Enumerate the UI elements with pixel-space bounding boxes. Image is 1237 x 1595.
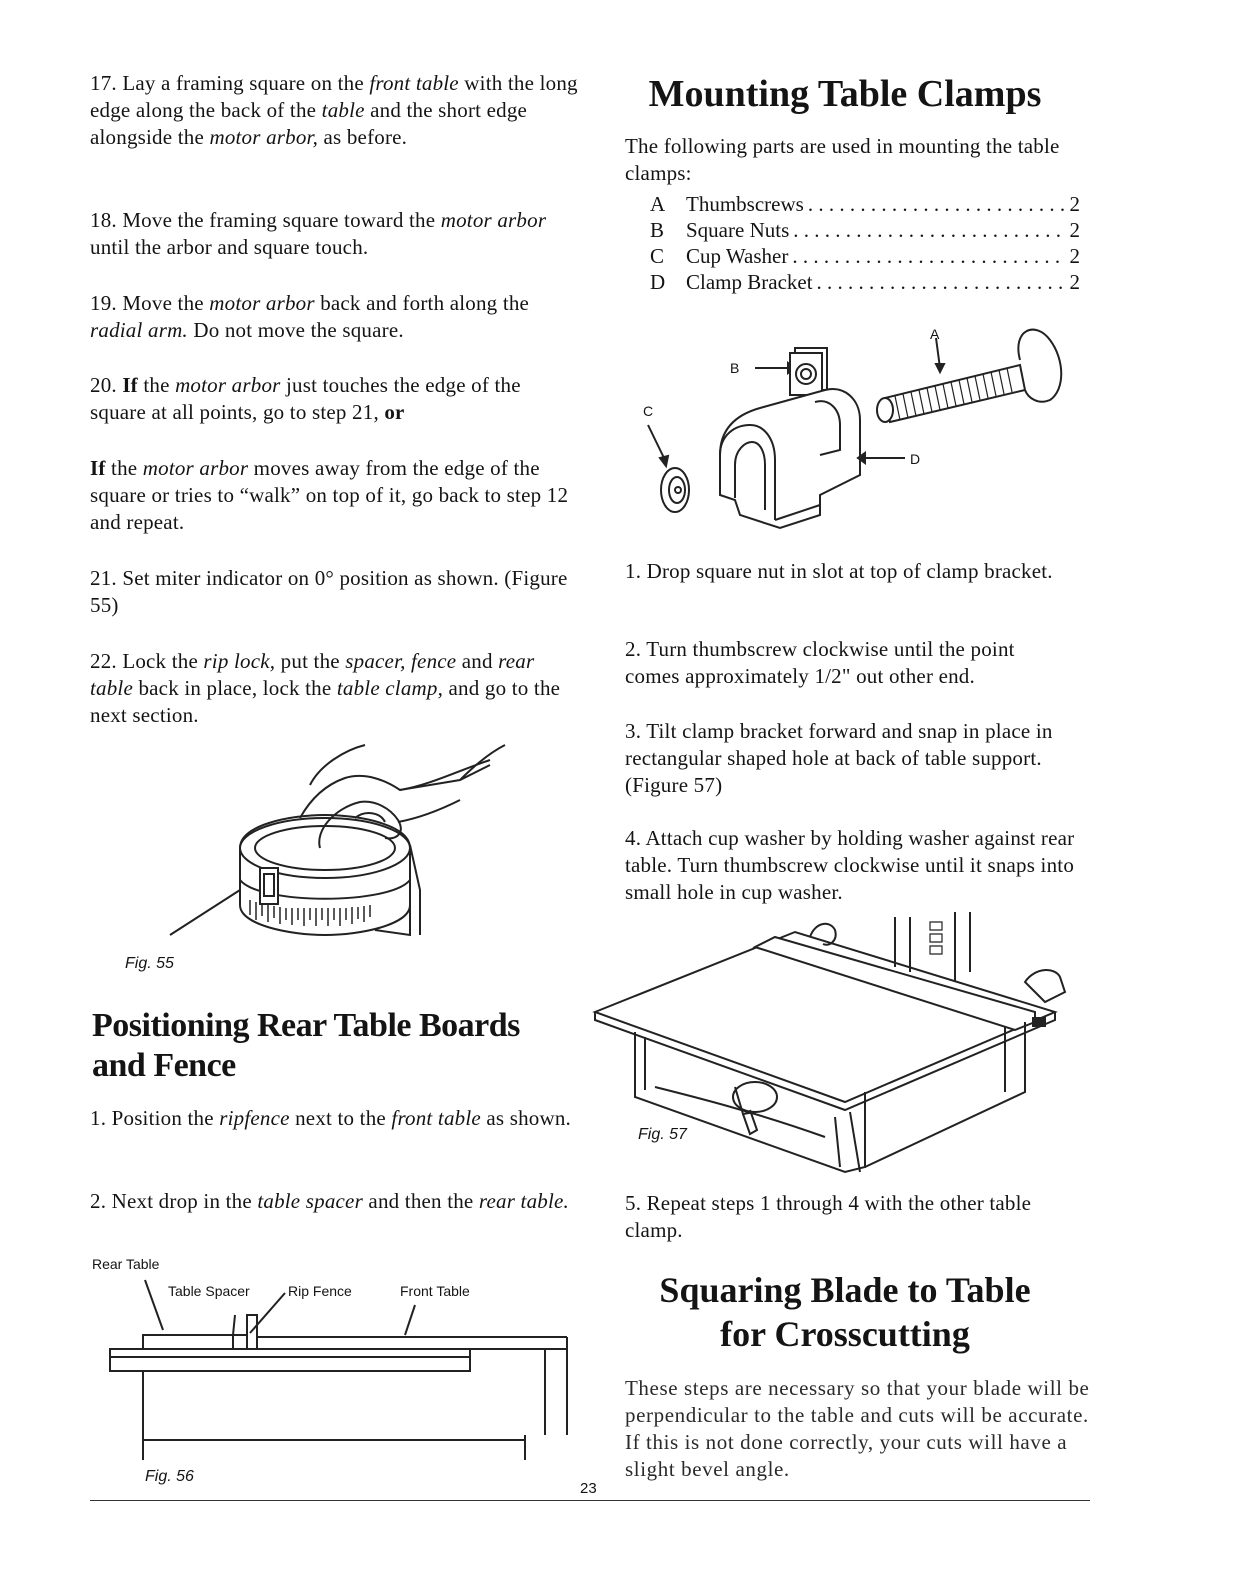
step-17: 17. Lay a framing square on the front table with the long edge along the back of the table and the short edge alongside the motor arbor, as before. [90, 71, 578, 149]
footer-rule [90, 1500, 1090, 1501]
section-title-positioning-rear-table: Positioning Rear Table Boards and Fence [92, 1007, 520, 1084]
squaring-blade-intro: These steps are necessary so that your blade will be perpendicular to the table and cuts will be accurate. If this is not done correctly, your cuts will have a slight bevel angle. [625, 1376, 1090, 1481]
clamp-step-2: 2. Turn thumbscrew clockwise until the point comes approximately 1/2" out other end. [625, 637, 1015, 688]
section-title-squaring-blade: Squaring Blade to Table for Crosscutting [659, 1270, 1031, 1354]
parts-list-row-a: A Thumbscrews . . . 2 [650, 190, 1080, 218]
clamp-step-5: 5. Repeat steps 1 through 4 with the other table clamp. [625, 1191, 1032, 1242]
diagram-label-c: C [643, 403, 654, 419]
figure-56-table-boards-diagram [105, 1275, 570, 1475]
fig56-label-rear-table: Rear Table [92, 1256, 160, 1272]
section-title-mounting-table-clamps: Mounting Table Clamps [648, 73, 1042, 115]
parts-list-row-c: C Cup Washer . . . 2 [650, 242, 1080, 270]
parts-intro: The following parts are used in mounting the table clamps: [625, 134, 1060, 185]
positioning-step-2: 2. Next drop in the table spacer and then the rear table. [90, 1189, 569, 1213]
diagram-label-d: D [910, 451, 921, 467]
diagram-label-a: A [930, 326, 940, 342]
fig56-label-rip-fence: Rip Fence [288, 1283, 352, 1299]
step-20: 20. If the motor arbor just touches the edge of the square at all points, go to step 21, or [90, 373, 521, 424]
positioning-step-1: 1. Position the ripfence next to the front table as shown. [90, 1106, 572, 1130]
parts-list-row-d: D Clamp Bracket . . . 2 [650, 268, 1080, 296]
page-number: 23 [580, 1480, 597, 1497]
parts-list-row-b: B Square Nuts . . . 2 [650, 216, 1080, 244]
step-20-alternative: If the motor arbor moves away from the edge of the square or tries to “walk” on top of it, go back to step 12 and repeat. [90, 456, 569, 534]
figure-55-miter-dial-illustration [160, 730, 520, 945]
clamp-step-3: 3. Tilt clamp bracket forward and snap in place in rectangular shaped hole at back of table support. (Figure 57) [625, 719, 1053, 797]
clamp-step-1: 1. Drop square nut in slot at top of clamp bracket. [625, 559, 1053, 583]
table-clamp-parts-diagram [640, 320, 1080, 535]
step-21: 21. Set miter indicator on 0° position as shown. (Figure 55) [90, 566, 568, 617]
figure-55-label: Fig. 55 [125, 955, 174, 972]
fig56-label-table-spacer: Table Spacer [168, 1283, 250, 1299]
figure-56-label: Fig. 56 [145, 1468, 194, 1485]
diagram-label-b: B [730, 360, 740, 376]
step-22: 22. Lock the rip lock, put the spacer, fence and rear table back in place, lock the table clamp, and go to the next section. [90, 649, 561, 727]
clamp-step-4: 4. Attach cup washer by holding washer against rear table. Turn thumbscrew clockwise until it snaps into small hole in cup washer. [625, 826, 1075, 904]
step-18: 18. Move the framing square toward the motor arbor until the arbor and square touch. [90, 208, 547, 259]
figure-57-label: Fig. 57 [638, 1126, 687, 1143]
step-19: 19. Move the motor arbor back and forth along the radial arm. Do not move the square. [90, 291, 530, 342]
fig56-label-front-table: Front Table [400, 1283, 470, 1299]
